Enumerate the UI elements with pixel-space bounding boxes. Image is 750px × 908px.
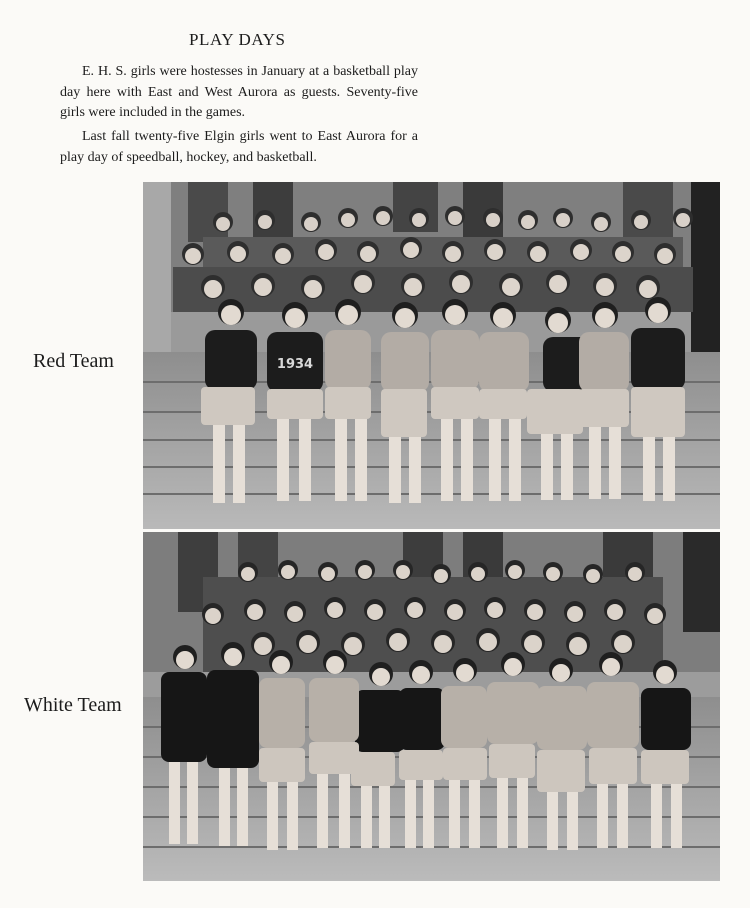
paragraph-1: E. H. S. girls were hostesses in January at a basketball play day here with East and West Aurora as guests. Seventy-five girls were included in the games. [60, 64, 418, 120]
red-team-photo-image [143, 182, 720, 529]
red-team-label: Red Team [33, 350, 114, 372]
white-team-photo-image [143, 532, 720, 881]
white-team-photo [143, 532, 720, 881]
red-team-photo [143, 182, 720, 529]
page-title: PLAY DAYS [189, 30, 286, 49]
svg-text:1934: 1934 [276, 357, 314, 372]
paragraph-2: Last fall twenty-five Elgin girls went to East Aurora for a play day of speedball, hockey, and basketball. [60, 129, 418, 165]
white-team-label: White Team [24, 694, 122, 716]
